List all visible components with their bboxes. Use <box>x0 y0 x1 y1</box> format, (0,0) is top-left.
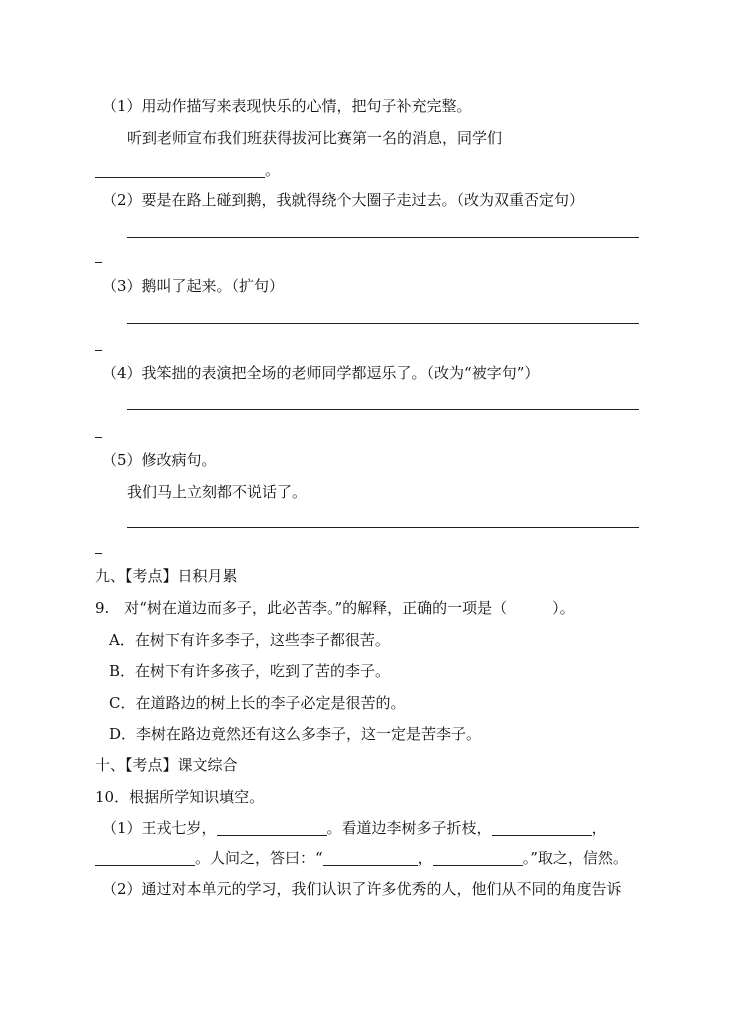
q8-s4-answer-line[interactable] <box>127 409 639 410</box>
p1-blank-3[interactable] <box>95 850 195 866</box>
q8-s3-answer-line[interactable] <box>127 323 639 324</box>
section9-option-a[interactable]: A．在树下有许多李子，这些李子都很苦。 <box>109 631 390 649</box>
p1-text-a: （1）王戎七岁， <box>102 819 217 837</box>
p1-text-f: 。”取之，信然。 <box>522 849 628 867</box>
q8-s1-tail: 。 <box>265 161 281 179</box>
p1-text-d: 。人问之，答曰：“ <box>195 849 323 867</box>
section10-p2: （2）通过对本单元的学习，我们认识了许多优秀的人，他们从不同的角度告诉 <box>102 880 622 898</box>
p1-text-e: ， <box>417 849 433 867</box>
q8-s3-dash <box>95 350 102 351</box>
q8-s5-sentence: 我们马上立刻都不说话了。 <box>127 483 308 501</box>
section9-option-b[interactable]: B．在树下有许多孩子，吃到了苦的李子。 <box>109 662 391 680</box>
p1-text-b: 。看道边李树多子折枝， <box>326 819 492 837</box>
q8-s5-prompt: （5）修改病句。 <box>102 451 217 469</box>
p1-text-c: ， <box>591 819 607 837</box>
q8-s5-dash <box>95 553 102 554</box>
q8-s1-sentence: 听到老师宣布我们班获得拔河比赛第一名的消息，同学们 <box>127 129 503 147</box>
q8-s1-prompt: （1）用动作描写来表现快乐的心情，把句子补充完整。 <box>102 97 472 115</box>
section9-option-c[interactable]: C．在道路边的树上长的李子必定是很苦的。 <box>109 694 406 712</box>
q8-s4-prompt: （4）我笨拙的表演把全场的老师同学都逗乐了。（改为“被字句”） <box>102 364 540 382</box>
section9-heading: 九、【考点】日积月累 <box>95 567 238 585</box>
p1-blank-2[interactable] <box>492 820 592 836</box>
q8-s1-answer-line <box>95 160 280 180</box>
section9-option-d[interactable]: D．李树在路边竟然还有这么多李子，这一定是苦李子。 <box>109 725 482 743</box>
section9-question: 9. 对“树在道边而多子，此必苦李。”的解释，正确的一项是（ ）。 <box>95 599 575 617</box>
section10-heading: 十、【考点】课文综合 <box>95 756 238 774</box>
q8-s3-prompt: （3）鹅叫了起来。（扩句） <box>102 277 285 295</box>
q8-s4-dash <box>95 437 102 438</box>
q8-s2-prompt: （2）要是在路上碰到鹅，我就得绕个大圈子走过去。（改为双重否定句） <box>102 191 585 209</box>
q8-s1-blank[interactable] <box>95 162 265 178</box>
q8-s2-answer-line[interactable] <box>127 237 639 238</box>
q8-s5-answer-line[interactable] <box>127 527 639 528</box>
section10-p1-line1 <box>102 818 607 838</box>
section10-p1-line2 <box>95 848 628 868</box>
p1-blank-1[interactable] <box>217 820 327 836</box>
section10-question: 10．根据所学知识填空。 <box>95 788 265 806</box>
p1-blank-4[interactable] <box>323 850 418 866</box>
p1-blank-5[interactable] <box>433 850 523 866</box>
q8-s2-dash <box>95 262 102 263</box>
